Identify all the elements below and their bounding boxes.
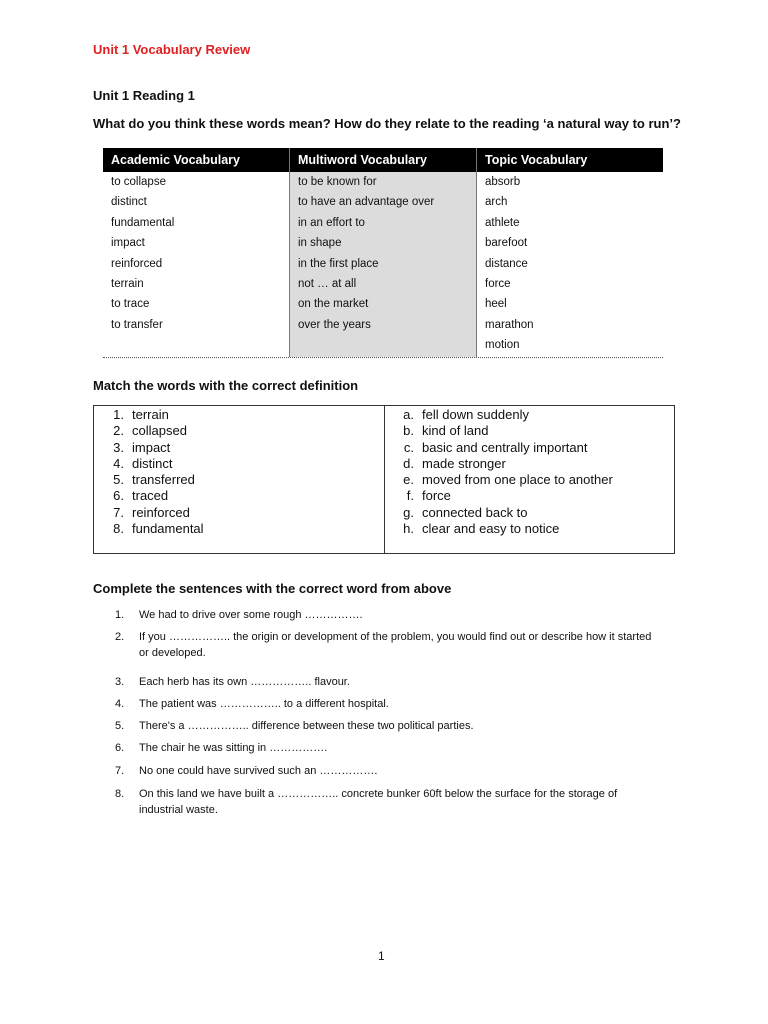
sentence-item: 4. The patient was …………….. to a different hospital. [115, 698, 389, 710]
vocab-cell: over the years [298, 318, 371, 331]
list-item: 7. reinforced [113, 504, 190, 520]
list-item: b. kind of land [403, 423, 489, 439]
vocab-cell: barefoot [485, 237, 528, 250]
section-heading: Unit 1 Reading 1 [93, 88, 195, 103]
vocab-cell: not … at all [298, 277, 357, 290]
academic-vocabulary-column [103, 148, 290, 357]
vocab-cell: fundamental [111, 216, 175, 229]
vocab-cell: to collapse [111, 176, 166, 188]
vocab-cell: in the first place [298, 257, 379, 270]
list-item: a. fell down suddenly [403, 407, 529, 422]
match-definitions-list [394, 407, 613, 537]
vocab-cell: force [485, 277, 511, 290]
vocab-cell: in an effort to [298, 216, 365, 229]
document-title: Unit 1 Vocabulary Review [93, 42, 251, 57]
list-item: f. force [406, 488, 451, 504]
sentence-item: 1. We had to drive over some rough ……………. [115, 609, 363, 621]
match-table-divider [384, 406, 385, 553]
vocab-cell: absorb [485, 176, 521, 188]
sentences-heading: Complete the sentences with the correct word from above [93, 581, 452, 596]
list-item: e. moved from one place to another [403, 472, 613, 488]
list-item: c. basic and centrally important [403, 439, 588, 455]
topic-vocabulary-header: Topic Vocabulary [477, 148, 663, 172]
vocab-cell: heel [485, 298, 507, 311]
topic-vocabulary-column [477, 148, 663, 357]
list-item: 3. impact [113, 439, 171, 455]
list-item: 6. traced [113, 488, 169, 504]
sentence-item: 5. There's a …………….. difference between these two political parties. [115, 720, 474, 732]
sentence-item: 3. Each herb has its own …………….. flavour. [115, 676, 350, 688]
list-item: 5. transferred [113, 472, 195, 488]
vocab-cell: motion [485, 339, 520, 352]
list-item: d. made stronger [403, 455, 506, 471]
list-item: 1. terrain [113, 407, 169, 422]
academic-vocabulary-header: Academic Vocabulary [103, 148, 289, 172]
sentence-item: 2. If you …………….. the origin or development of the problem, you would find out or describe how it started or developed. [115, 631, 652, 659]
vocab-cell: reinforced [111, 257, 163, 270]
vocab-cell: on the market [298, 298, 369, 311]
vocab-cell: distance [485, 257, 528, 270]
vocabulary-table [103, 148, 663, 358]
vocab-cell: arch [485, 196, 508, 209]
sentence-item: 6. The chair he was sitting in ……………. [115, 742, 328, 754]
vocab-cell: impact [111, 237, 145, 250]
vocab-cell: to transfer [111, 318, 163, 331]
vocab-cell: to have an advantage over [298, 196, 435, 209]
vocab-cell: to trace [111, 298, 150, 311]
page-number: 1 [378, 949, 385, 963]
list-item: h. clear and easy to notice [403, 521, 560, 537]
multiword-vocabulary-header: Multiword Vocabulary [290, 148, 476, 172]
list-item: 2. collapsed [113, 423, 187, 439]
vocab-cell: athlete [485, 216, 520, 229]
match-heading: Match the words with the correct definition [93, 378, 359, 393]
vocab-cell: marathon [485, 318, 534, 331]
vocab-cell: to be known for [298, 176, 377, 188]
vocab-cell: terrain [111, 277, 144, 290]
match-table [93, 405, 675, 554]
vocab-cell: in shape [298, 237, 342, 250]
multiword-vocabulary-column [290, 148, 477, 357]
list-item: 4. distinct [113, 455, 173, 471]
list-item: g. connected back to [403, 504, 528, 520]
match-words-list [104, 407, 204, 537]
vocab-cell: distinct [111, 196, 147, 209]
sentence-item: 8. On this land we have built a …………….. concrete bunker 60ft below the surface for the storage of industrial waste. [115, 788, 618, 816]
question-heading: What do you think these words mean? How do they relate to the reading ‘a natural way to run’? [93, 116, 681, 131]
list-item: 8. fundamental [113, 521, 204, 537]
sentence-item: 7. No one could have survived such an ……………. [115, 765, 378, 777]
